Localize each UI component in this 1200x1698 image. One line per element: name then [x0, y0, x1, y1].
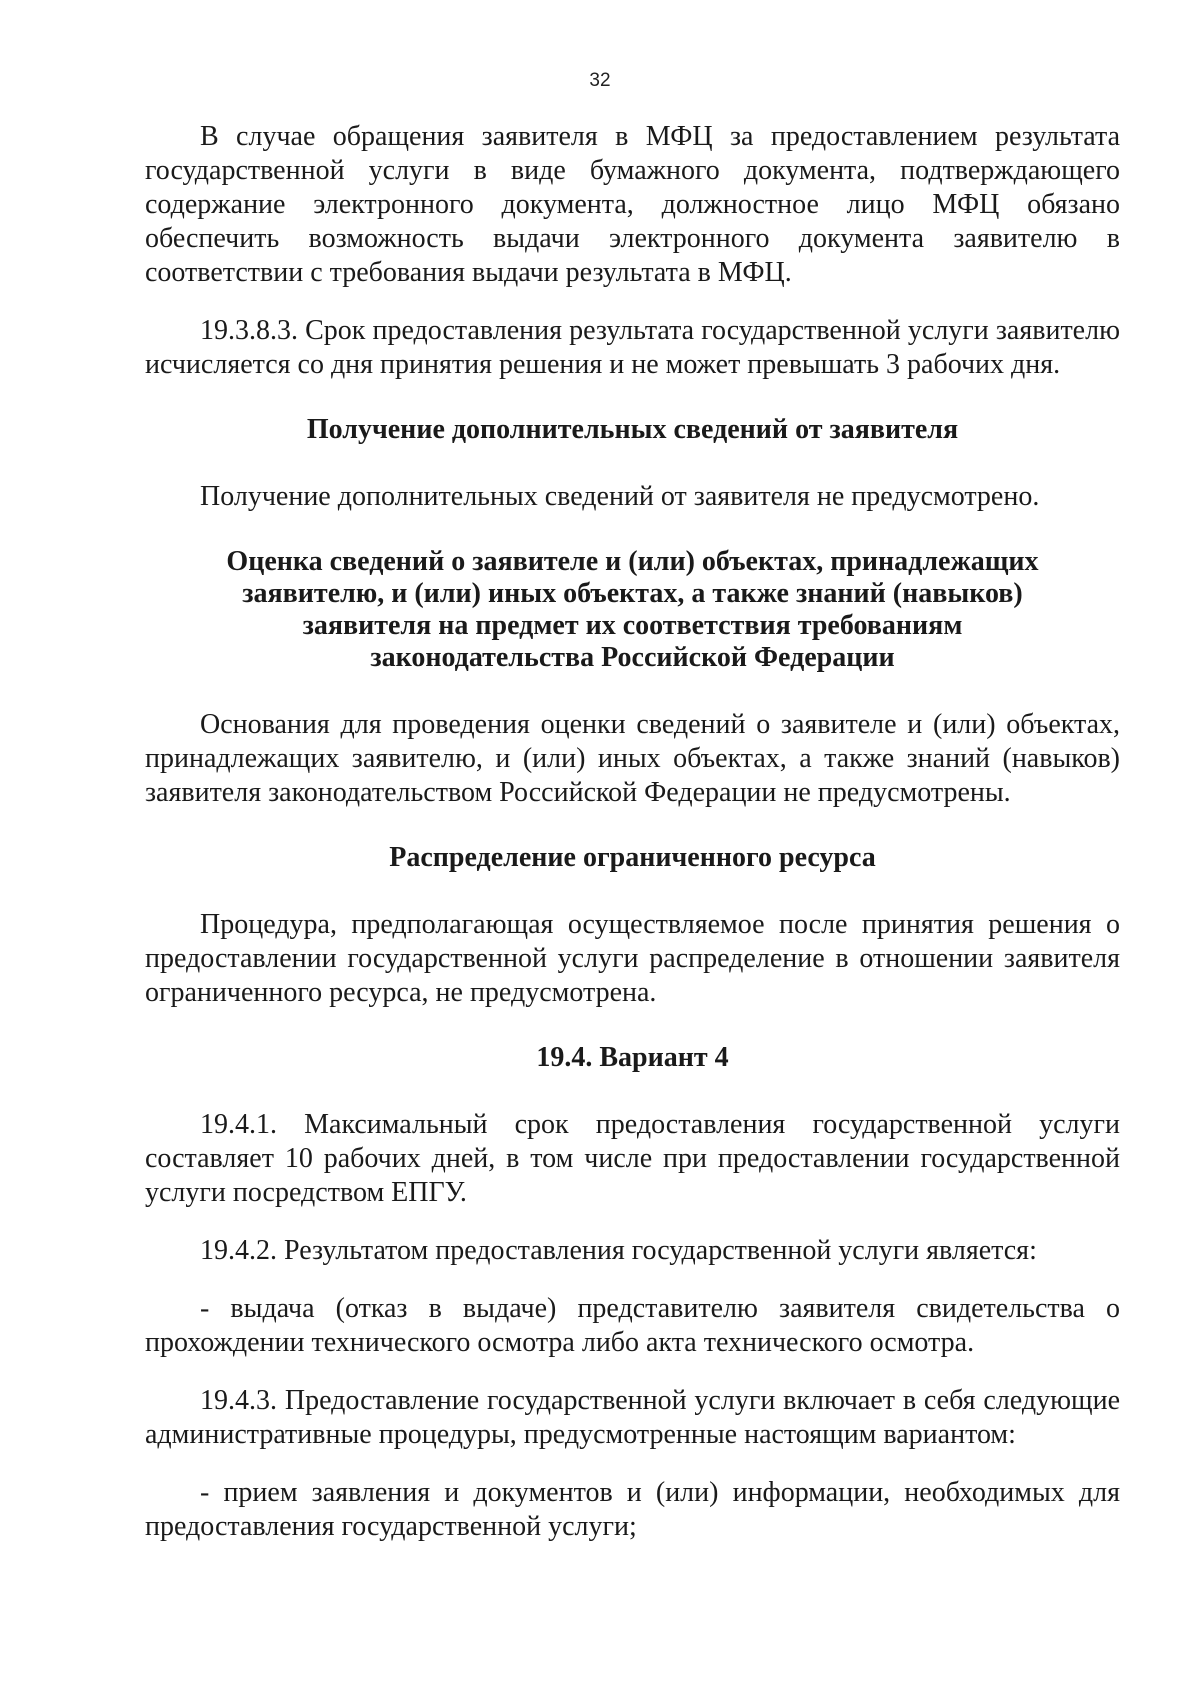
paragraph-19-4-2: 19.4.2. Результатом предоставления государственной услуги является:: [200, 1235, 1037, 1266]
paragraph-19-4-1: 19.4.1. Максимальный срок предоставления государственной услуги составляет 10 рабочих дней, в том числе при предоставлении государственной услуги посредством ЕПГУ.: [145, 1109, 1120, 1208]
paragraph-19-3-8-3: 19.3.8.3. Срок предоставления результата государственной услуги заявителю исчисляется со дня принятия решения и не может превышать 3 рабочих дня.: [145, 315, 1120, 380]
heading-assessment-line: заявителя на предмет их соответствия требованиям: [302, 610, 963, 641]
paragraph-limited-resource: Процедура, предполагающая осуществляемое после принятия решения о предоставлении государственной услуги распределение в отношении заявителя ограниченного ресурса, не предусмотрена.: [145, 909, 1120, 1008]
heading-assessment-line: заявителю, и (или) иных объектах, а также знаний (навыков): [242, 578, 1023, 609]
document-body: [145, 120, 1120, 1544]
list-item-result: - выдача (отказ в выдаче) представителю заявителя свидетельства о прохождении технического осмотра либо акта технического осмотра.: [145, 1293, 1120, 1358]
list-item-procedure: - прием заявления и документов и (или) информации, необходимых для предоставления государственной услуги;: [145, 1477, 1120, 1542]
heading-assessment-line: законодательства Российской Федерации: [370, 642, 895, 673]
heading-assessment-line: Оценка сведений о заявителе и (или) объектах, принадлежащих: [226, 546, 1039, 577]
heading-assessment: [145, 546, 1120, 674]
paragraph-additional-info: Получение дополнительных сведений от заявителя не предусмотрено.: [200, 481, 1040, 512]
paragraph-mfc-paper-copy: В случае обращения заявителя в МФЦ за предоставлением результата государственной услуги в виде бумажного документа, подтверждающего содержание электронного документа, должностное лицо МФЦ обязано обеспечить возможность выдачи электронного документа заявителю в соответствии с требования выдачи результата в МФЦ.: [145, 121, 1120, 288]
heading-variant-4: 19.4. Вариант 4: [536, 1042, 729, 1073]
heading-limited-resource: Распределение ограниченного ресурса: [389, 842, 876, 873]
page-number: 32: [589, 70, 611, 91]
paragraph-19-4-3: 19.4.3. Предоставление государственной услуги включает в себя следующие административные процедуры, предусмотренные настоящим вариантом:: [145, 1385, 1120, 1450]
heading-additional-info: Получение дополнительных сведений от заявителя: [306, 414, 959, 445]
paragraph-assessment: Основания для проведения оценки сведений о заявителе и (или) объектах, принадлежащих заявителю, и (или) иных объектах, а также знаний (навыков) заявителя законодательством Российской Федерации не предусмотрены.: [145, 709, 1120, 808]
